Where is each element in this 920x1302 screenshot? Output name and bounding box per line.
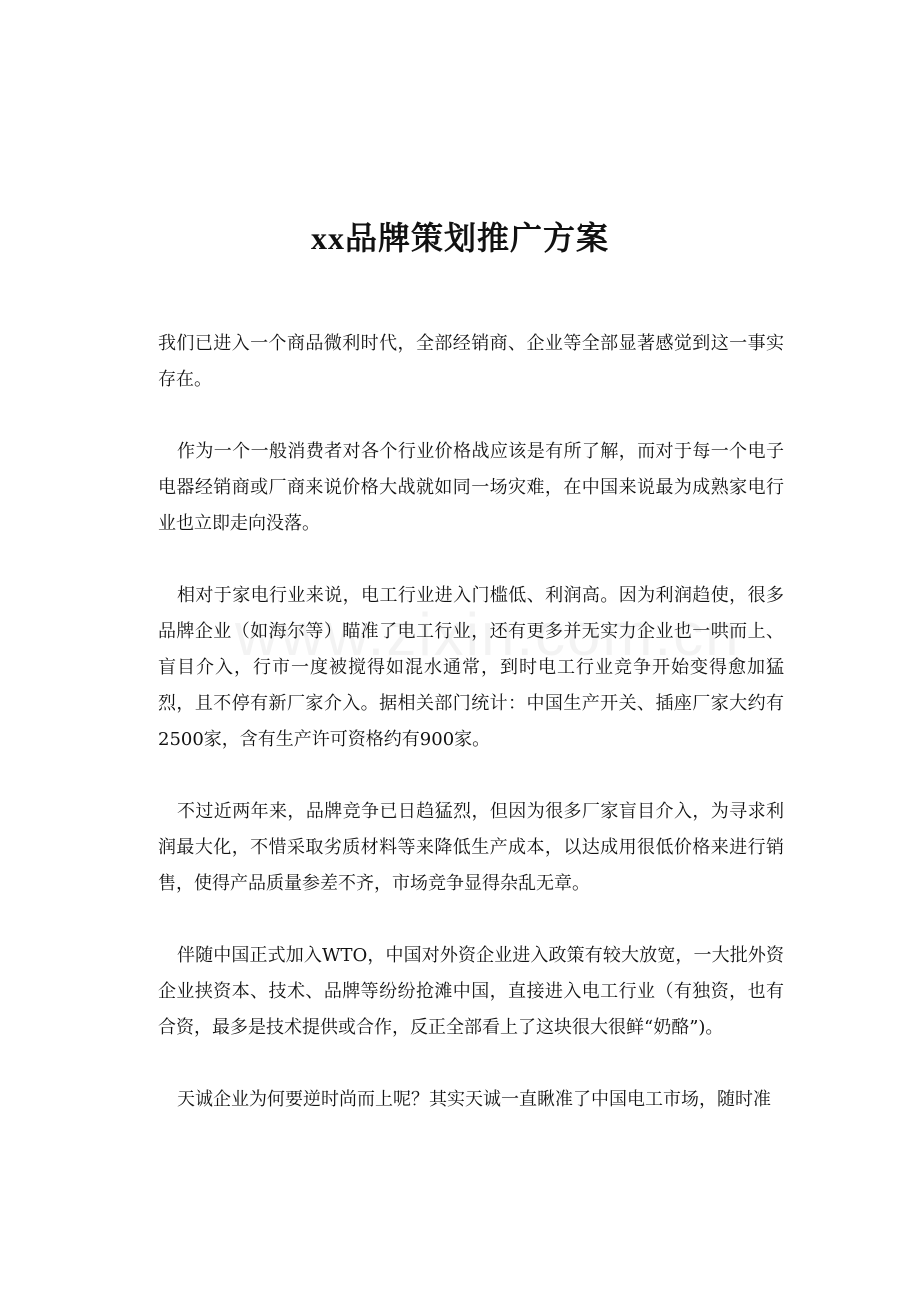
paragraph-4: 不过近两年来，品牌竞争已日趋猛烈，但因为很多厂家盲目介入，为寻求利润最大化，不惜采取劣质材料等来降低生产成本，以达成用很低价格来进行销售，使得产品质量参差不齐，市场竞争显得杂乱无章。: [158, 801, 784, 894]
paragraph-5: 伴随中国正式加入WTO，中国对外资企业进入政策有较大放宽，一大批外资企业挟资本、技术、品牌等纷纷抢滩中国，直接进入电工行业（有独资，也有合资，最多是技术提供或合作，反正全部看上了这块很大很鲜“奶酪”)。: [158, 945, 784, 1038]
paragraph-1: 我们已进入一个商品微利时代，全部经销商、企业等全部显著感觉到这一事实存在。: [158, 333, 784, 390]
title-main: 品牌策划推广方案: [344, 219, 609, 257]
paragraph-2: 作为一个一般消费者对各个行业价格战应该是有所了解，而对于每一个电子电器经销商或厂商来说价格大战就如同一场灾难，在中国来说最为成熟家电行业也立即走向没落。: [158, 441, 784, 534]
paragraph-6: 天诚企业为何要逆时尚而上呢？其实天诚一直瞅准了中国电工市场，随时准: [177, 1089, 771, 1110]
paragraph-3: 相对于家电行业来说，电工行业进入门槛低、利润高。因为利润趋使，很多品牌企业（如海尔等）瞄准了电工行业，还有更多并无实力企业也一哄而上、盲目介入，行市一度被搅得如混水通常，到时电工行业竞争开始变得愈加猛烈，且不停有新厂家介入。据相关部门统计：中国生产开关、插座厂家大约有2500家，含有生产许可资格约有900家。: [158, 585, 784, 750]
document-title: [0, 210, 920, 266]
document-body: [158, 326, 784, 1118]
title-prefix: xx: [310, 220, 345, 256]
